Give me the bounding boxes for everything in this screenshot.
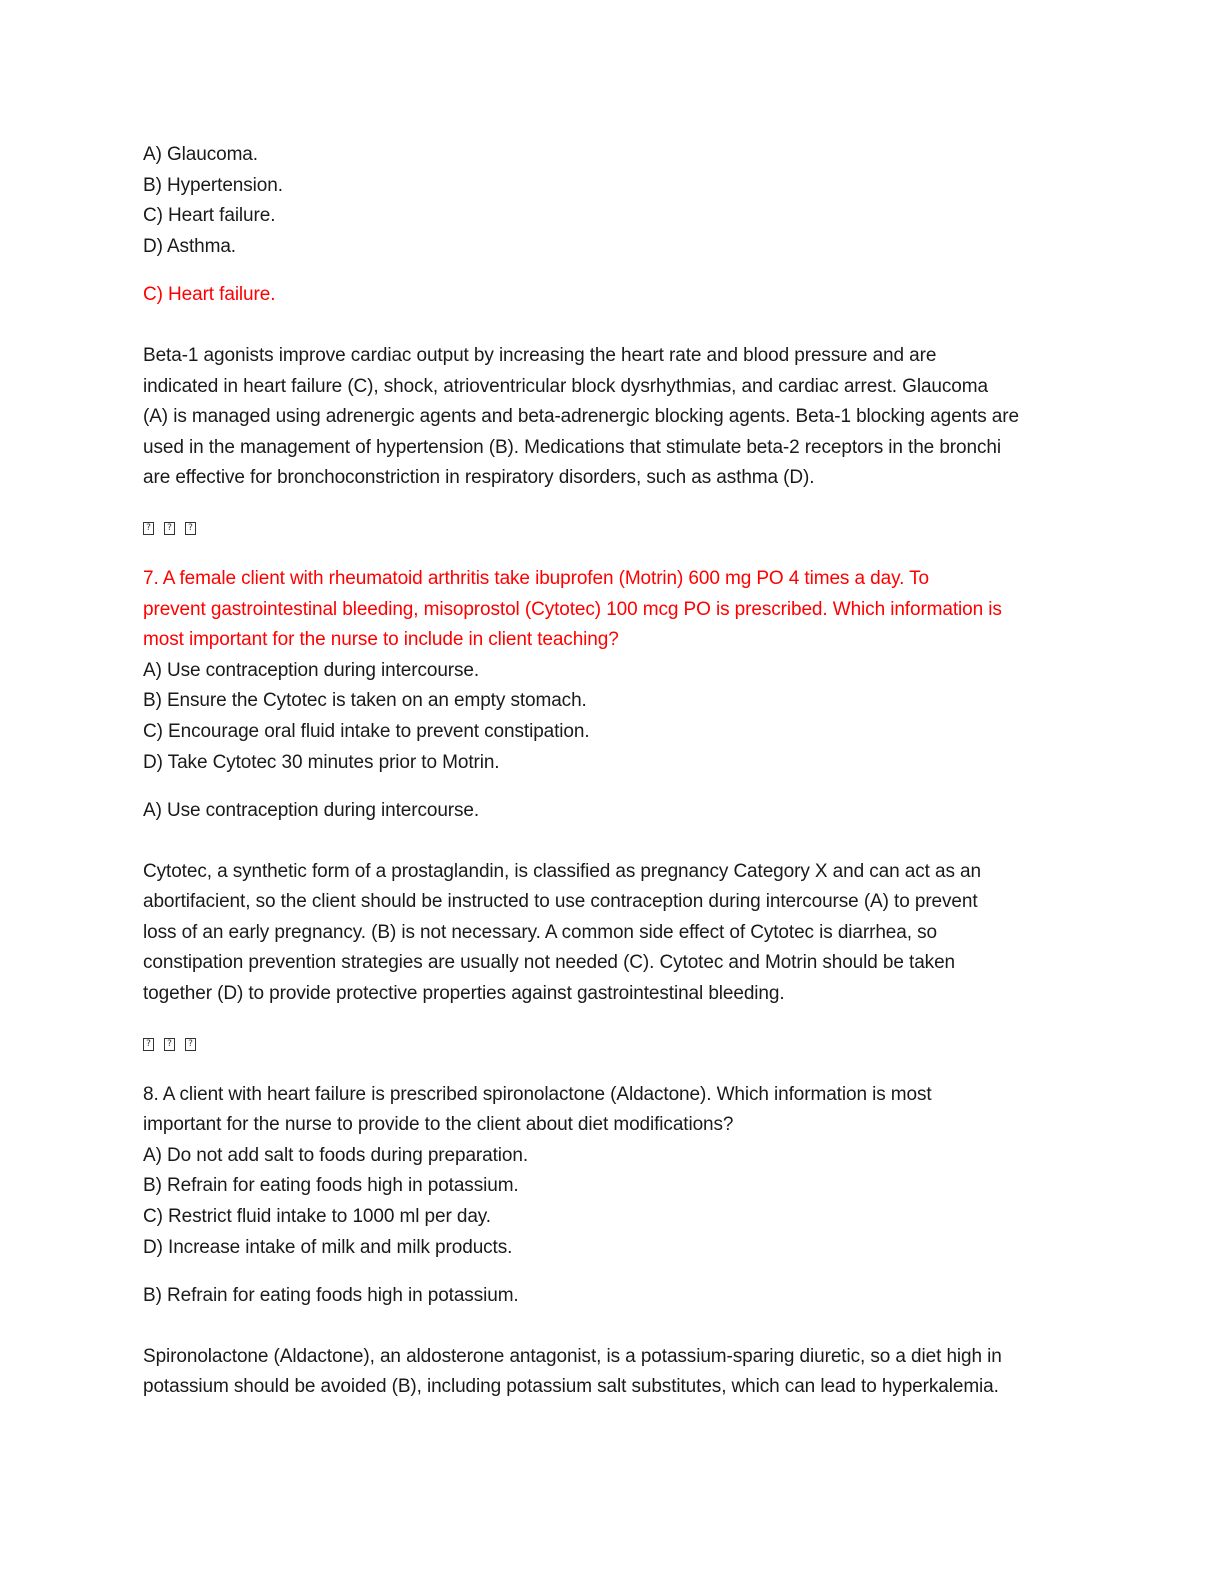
q6-rationale-line: used in the management of hypertension (B). Medications that stimulate beta-2 receptors in the bronchi xyxy=(143,436,1001,458)
q8-options xyxy=(143,1141,1078,1263)
missing-glyph-icon: ? xyxy=(164,522,175,535)
q7-question xyxy=(143,564,1078,656)
q8-option-d: D) Increase intake of milk and milk products. xyxy=(143,1236,513,1258)
q6-rationale-line: are effective for bronchoconstriction in respiratory disorders, such as asthma (D). xyxy=(143,467,815,489)
q6-rationale-line: (A) is managed using adrenergic agents and beta-adrenergic blocking agents. Beta-1 blocking agents are xyxy=(143,406,1019,428)
q6-options xyxy=(143,140,1078,262)
q7-rationale-line: constipation prevention strategies are usually not needed (C). Cytotec and Motrin should be taken xyxy=(143,952,956,974)
q6-rationale-line: Beta-1 agonists improve cardiac output by increasing the heart rate and blood pressure and are xyxy=(143,344,937,366)
missing-glyph-icon: ? xyxy=(143,1038,154,1051)
q8-rationale xyxy=(143,1342,1078,1403)
q7-rationale-line: abortifacient, so the client should be instructed to use contraception during intercourse (A) to prevent xyxy=(143,891,978,913)
q7-rationale-line: loss of an early pregnancy. (B) is not necessary. A common side effect of Cytotec is diarrhea, so xyxy=(143,921,937,943)
q7-options xyxy=(143,656,1078,778)
q6-option-c: C) Heart failure. xyxy=(143,205,276,227)
q6-option-a: A) Glaucoma. xyxy=(143,144,258,165)
q8-answer: B) Refrain for eating foods high in potassium. xyxy=(143,1285,519,1307)
missing-glyph-icon: ? xyxy=(143,522,154,535)
q7-question-line: most important for the nurse to include in client teaching? xyxy=(143,629,619,651)
q7-answer: A) Use contraception during intercourse. xyxy=(143,800,480,822)
q6-rationale xyxy=(143,341,1078,494)
q6-option-d: D) Asthma. xyxy=(143,235,236,257)
q6-answer: C) Heart failure. xyxy=(143,284,276,306)
q6-rationale-line: indicated in heart failure (C), shock, atrioventricular block dysrhythmias, and cardiac arrest. Glaucoma xyxy=(143,375,988,397)
missing-glyph-icon: ? xyxy=(185,522,196,535)
q7-option-a: A) Use contraception during intercourse. xyxy=(143,659,480,681)
q6-option-b: B) Hypertension. xyxy=(143,174,283,196)
q8-option-b: B) Refrain for eating foods high in potassium. xyxy=(143,1175,519,1197)
q7-rationale xyxy=(143,857,1078,1010)
q8-question-line: important for the nurse to provide to the client about diet modifications? xyxy=(143,1114,734,1136)
missing-glyph-icon: ? xyxy=(164,1038,175,1051)
document-page xyxy=(143,140,1078,1403)
q7-rationale-line: Cytotec, a synthetic form of a prostaglandin, is classified as pregnancy Category X and can act as an xyxy=(143,860,981,882)
q7-option-b: B) Ensure the Cytotec is taken on an empty stomach. xyxy=(143,690,587,712)
section-separator xyxy=(143,1030,1078,1060)
q8-option-c: C) Restrict fluid intake to 1000 ml per day. xyxy=(143,1206,491,1228)
q8-question xyxy=(143,1080,1078,1141)
q7-option-d: D) Take Cytotec 30 minutes prior to Motrin. xyxy=(143,751,500,773)
q8-option-a: A) Do not add salt to foods during preparation. xyxy=(143,1144,529,1166)
q7-question-line: 7. A female client with rheumatoid arthritis take ibuprofen (Motrin) 600 mg PO 4 times a day. To xyxy=(143,567,929,589)
q7-question-line: prevent gastrointestinal bleeding, misoprostol (Cytotec) 100 mcg PO is prescribed. Which information is xyxy=(143,598,1002,620)
q8-rationale-line: Spironolactone (Aldactone), an aldosterone antagonist, is a potassium-sparing diuretic, so a diet high in xyxy=(143,1345,1002,1367)
q7-rationale-line: together (D) to provide protective properties against gastrointestinal bleeding. xyxy=(143,983,785,1005)
q8-rationale-line: potassium should be avoided (B), including potassium salt substitutes, which can lead to hyperkalemia. xyxy=(143,1376,999,1398)
q7-option-c: C) Encourage oral fluid intake to prevent constipation. xyxy=(143,720,590,742)
q8-question-line: 8. A client with heart failure is prescribed spironolactone (Aldactone). Which information is most xyxy=(143,1083,932,1105)
section-separator xyxy=(143,514,1078,544)
missing-glyph-icon: ? xyxy=(185,1038,196,1051)
